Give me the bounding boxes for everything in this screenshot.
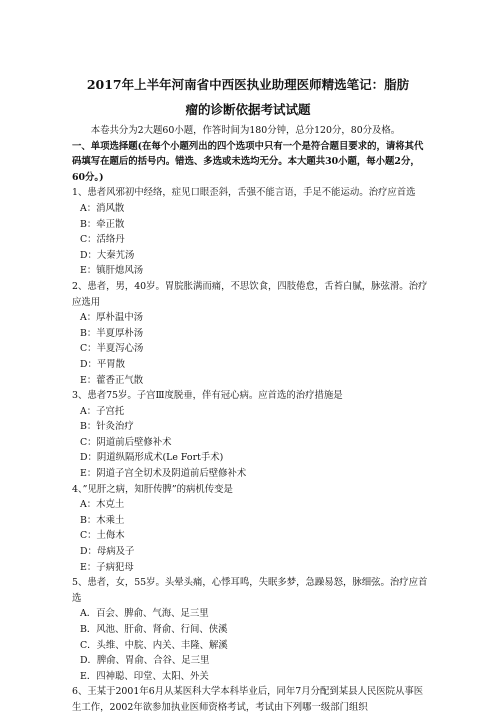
option: A：子宫托 — [80, 405, 125, 417]
option: A：消风散 — [80, 202, 125, 214]
question-stem: 1、患者风邪初中经络，症见口眼歪斜，舌强不能言语，手足不能运动。治疗应首选 — [72, 187, 416, 199]
option: C：活络丹 — [80, 234, 125, 246]
question-stem: 6、王某于2001年6月从某医科大学本科毕业后，同年7月分配到某县人民医院从事医生工作，2002年欲参加执业医师资格考试，考试由下列哪一级部门组织 — [72, 686, 424, 713]
section-heading: 一、单项选择题(在每个小题列出的四个选项中只有一个是符合题目要求的，请将其代码填写在题后的括号内。错选、多选或未选均无分。本大题共30小题，每小题2分，60分。) — [72, 140, 424, 183]
option: A．百会、脾俞、气海、足三里 — [80, 608, 209, 620]
document-body — [72, 123, 432, 716]
option: C：土侮木 — [80, 530, 125, 542]
option: A：木克土 — [80, 499, 125, 511]
question-6 — [72, 684, 432, 715]
option: E：镇肝熄风汤 — [80, 265, 144, 277]
option: B．风池、肝俞、肾俞、行间、侠溪 — [80, 624, 228, 635]
question-2 — [72, 279, 432, 388]
option: C．头维、中脘、内关、丰隆、解溪 — [80, 639, 228, 651]
option: E：藿香正气散 — [80, 374, 144, 386]
option: E．四神聪、印堂、太阳、外关 — [80, 670, 209, 682]
document-title — [60, 72, 436, 122]
title-line-1: 2017年上半年河南省中西医执业助理医师精选笔记：脂肪 — [86, 77, 410, 92]
option: D．脾俞、胃俞、合谷、足三里 — [80, 655, 210, 667]
option: D：平胃散 — [80, 358, 126, 370]
option: A：厚朴温中汤 — [80, 312, 144, 324]
question-stem: 2、患者，男，40岁。胃脘胀满而痛，不思饮食，四肢倦怠，舌苔白腻，脉弦滑。治疗应选用 — [72, 280, 428, 308]
question-1 — [72, 185, 432, 279]
option: B：牵正散 — [80, 218, 125, 230]
option: C：半夏泻心汤 — [80, 343, 144, 355]
option: E：子病犯母 — [80, 561, 134, 573]
question-stem: 4、”见肝之病，知肝传脾”的病机传变是 — [72, 483, 233, 495]
option: B：半夏厚朴汤 — [80, 327, 144, 339]
option: B：木乘土 — [80, 514, 125, 526]
option: D：大秦艽汤 — [80, 249, 135, 261]
question-stem: 3、患者75岁。子宫Ⅲ度脱垂，伴有冠心病。应首选的治疗措施是 — [72, 390, 343, 402]
question-3 — [72, 388, 432, 482]
option: E：阴道子宫全切术及阴道前后壁修补术 — [80, 468, 247, 480]
exam-intro: 本卷共分为2大题60小题，作答时间为180分钟，总分120分，80分及格。 — [90, 125, 401, 136]
option: C：阴道前后壁修补术 — [80, 436, 172, 448]
option: D：阴道纵隔形成术(Le Fort手术) — [80, 452, 224, 464]
option: D：母病及子 — [80, 546, 135, 558]
option: B：针灸治疗 — [80, 421, 134, 433]
question-5 — [72, 575, 432, 684]
question-stem: 5、患者，女，55岁。头晕头痛，心悸耳鸣，失眠多梦，急躁易怒，脉细弦。治疗应首选 — [72, 577, 428, 604]
title-line-2: 瘤的诊断依据考试试题 — [185, 102, 311, 117]
question-4 — [72, 482, 432, 576]
